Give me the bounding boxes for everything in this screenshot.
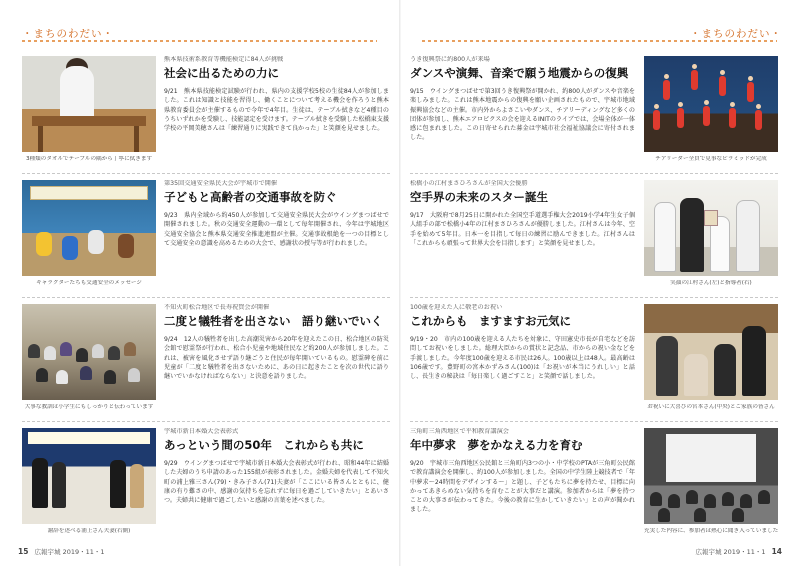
article-body: 9/21 熊本県技能検定試験が行われ、県内の支援学校5校の生徒84人が参加しました。これは知識と技能を習得し、働くことについて考える機会を作ろうと熊本県教育委員会が主催するもので今年で4年目。生徒は、テーブル拭きなど4種目のうちいずれかを受験し、技能認定を受けます。テーブル拭きを受験した松橋東支援学校の平岡美穂さんは「練習通りに実践できて良かった」と笑顔を見せました。 (164, 88, 389, 133)
article-body: 9/20 宇城市三角西地区公民館と三角町内3つの小・中学校のPTAが三角町公民館で教育講演会を開催し、約100人が参加しました。全国の中学生陸上競技者で「年中夢求～24時間をデザインする～」と題し、子どもたちに夢を持たせ、目標に向かってあきらめない気持ちを育むことが大事だと講演。参加者からは「夢を持つことの大事さが伝わってきた。今後の教育に生かしていきたい」との声が聞かれました。 (410, 460, 635, 514)
article-kicker: 不知火町松合地区で長寿祝賀会が開催 (164, 304, 270, 311)
photo-caption: 笑顔の江村さん(左)と指導者(右) (670, 280, 752, 286)
article-title: 空手界の未来のスター誕生 (410, 190, 548, 204)
article-kicker: 三角町三角西地区で平和教育講演会 (410, 428, 509, 435)
article-title: 社会に出るための力に (164, 66, 279, 80)
article-body: 9/23 県内全域から約450人が参加して交通安全県民大会がウイングまつばせで開催されました。秋の交通安全運動の一環として毎年開催され、今年は宇城地区交通安全協会と熊本県交通安全推進連盟が主催。交通事故根絶を一つの目標として交通安全の意識を高めるための大会で、感謝状の授与等が行われました。 (164, 212, 389, 247)
article-photo (22, 304, 156, 400)
section-label: ・まちのわだい・ (22, 28, 114, 40)
right-page (400, 0, 800, 566)
section-divider (422, 40, 777, 42)
article-photo (22, 428, 156, 524)
article-body: 9/29 ウイングまつばせで宇城市新日本婚大会表彰式が行われ、昭和44年に結婚した夫婦のうち申請のあった155組が表彰されました。金婚夫婦を代表して不知火町の浦上雅三さん(79)・きみ子さん(71)夫妻が「ここにいる皆さんとともに、健康の有り難さの中、感謝の気持ちを忘れずに毎日を過ごしていきたい」とあいさつ。夫婦共に健康で過ごしたいと感謝の言葉を述べました。 (164, 460, 389, 505)
article-reconstruction-festival (410, 56, 778, 174)
article-kicker: 松橋小の江村まさひろさんが全国大会優勝 (410, 180, 528, 187)
article-memorial (22, 304, 390, 422)
article-title: あっという間の50年 これからも共に (164, 438, 364, 452)
article-education-lecture (410, 428, 778, 546)
photo-caption: お祝いに大喜びの宮本さん(中央)とご家族の皆さん (647, 404, 775, 410)
photo-caption: チアリーダー全員で見事なピラミッドが完成 (655, 156, 767, 162)
article-kicker: 熊本県技術系教育等機能検定に84人が挑戦 (164, 56, 284, 63)
article-photo (644, 304, 778, 400)
article-title: 年中夢求 夢をかなえる力を育む (410, 438, 583, 452)
article-traffic-safety (22, 180, 390, 298)
section-divider (22, 40, 377, 42)
article-photo (644, 428, 778, 524)
footer-publication: 広報宇城 2019・11・1 (34, 548, 105, 556)
article-skills-test (22, 56, 390, 174)
photo-caption: 3種類のタオルでテーブルの隅から丁寧に拭きます (25, 156, 153, 162)
article-photo (644, 56, 778, 152)
article-title: これからも ますますお元気に (410, 314, 571, 328)
article-kicker: 第35回交通安全県民大会が宇城市で開催 (164, 180, 278, 187)
page-number: 14 (771, 547, 782, 556)
article-title: ダンスや演舞、音楽で願う地震からの復興 (410, 66, 629, 80)
footer-publication: 広報宇城 2019・11・1 (695, 548, 766, 556)
article-kicker: 100歳を迎えた人に敬老のお祝い (410, 304, 503, 311)
article-body: 9/24 12人の犠牲者を出した高潮災害から20年を迎えたこの日、松合地区の防災会館で慰霊祭が行われ、松合小児童や地域住民など約200人が参加しました。これは、被害を風化させず語り継ごうと住民が毎年開いているもの。慰霊碑を前に児童が「二度と犠牲者を出さないために、あの日に起きたことを次の世代に語り継いでいかなければならない」と決意を語りました。 (164, 336, 389, 381)
page-footer (695, 547, 786, 556)
article-photo (22, 56, 156, 152)
article-photo (22, 180, 156, 276)
photo-caption: 大事な教訓は小学生にもしっかりと伝わっています (24, 404, 154, 410)
article-kicker: 宇城市新日本婚大会表彰式 (164, 428, 239, 435)
article-centenarian (410, 304, 778, 422)
article-body: 9/19・20 市内の100歳を迎える人たちを対象に、守田憲史市長が自宅などを訪問してお祝いをしました。総理大臣からの賞状と記念品、市からの祝い金などを手渡しました。今年度100歳を迎える市民は26人。100歳以上は48人。最高齢は106歳です。豊野町の宮本かずみさん(100)は「お祝いが本当にうれしい」と話し、長生きの秘訣は「毎日楽しく過ごすこと」と笑顔で話しました。 (410, 336, 635, 381)
photo-caption: 謝辞を述べる浦上さん夫妻(右側) (47, 528, 131, 534)
article-body: 9/15 ウイングまつばせで第3回うき復興祭が開かれ、約800人がダンスや音楽を楽しみました。これは熊本地震からの復興を願い企画されたもので、宇城市地域振興協会などの主催。市内外からよさこいやダンス、チアリーディングなど多くの団体が参加し、熊本エアロビクスの会を迎えるINITのライブでは、会場全体が一体感に包まれました。この日寄せられた募金は宇城市社会福祉協議会に寄付されました。 (410, 88, 635, 142)
page-footer (14, 547, 105, 556)
article-title: 二度と犠牲者を出さない 語り継いでいく (164, 314, 383, 328)
article-title: 子どもと高齢者の交通事故を防ぐ (164, 190, 337, 204)
photo-caption: 充実した内容に、参加者は熱心に聞き入っていました (644, 528, 778, 534)
article-karate-champion (410, 180, 778, 298)
section-label: ・まちのわだい・ (690, 28, 782, 40)
article-kicker: うき復興祭に約800人が来場 (410, 56, 490, 63)
article-photo (644, 180, 778, 276)
article-body: 9/17 大阪府で8月25日に開かれた全国空手道選手権大会2019小学4年生女子個人組手の部で松橋小4年の江村まさひろさんが優勝しました。江村さんは今年、空手を始めて5年目。日本一を目指して毎日の練習に励んできました。江村さんは「これからも頑張って世界大会を目指します」と笑顔を見せました。 (410, 212, 635, 247)
page-number: 15 (18, 547, 29, 556)
article-golden-anniversary (22, 428, 390, 546)
photo-caption: キャラクターたちも交通安全のメッセージ (36, 280, 142, 286)
